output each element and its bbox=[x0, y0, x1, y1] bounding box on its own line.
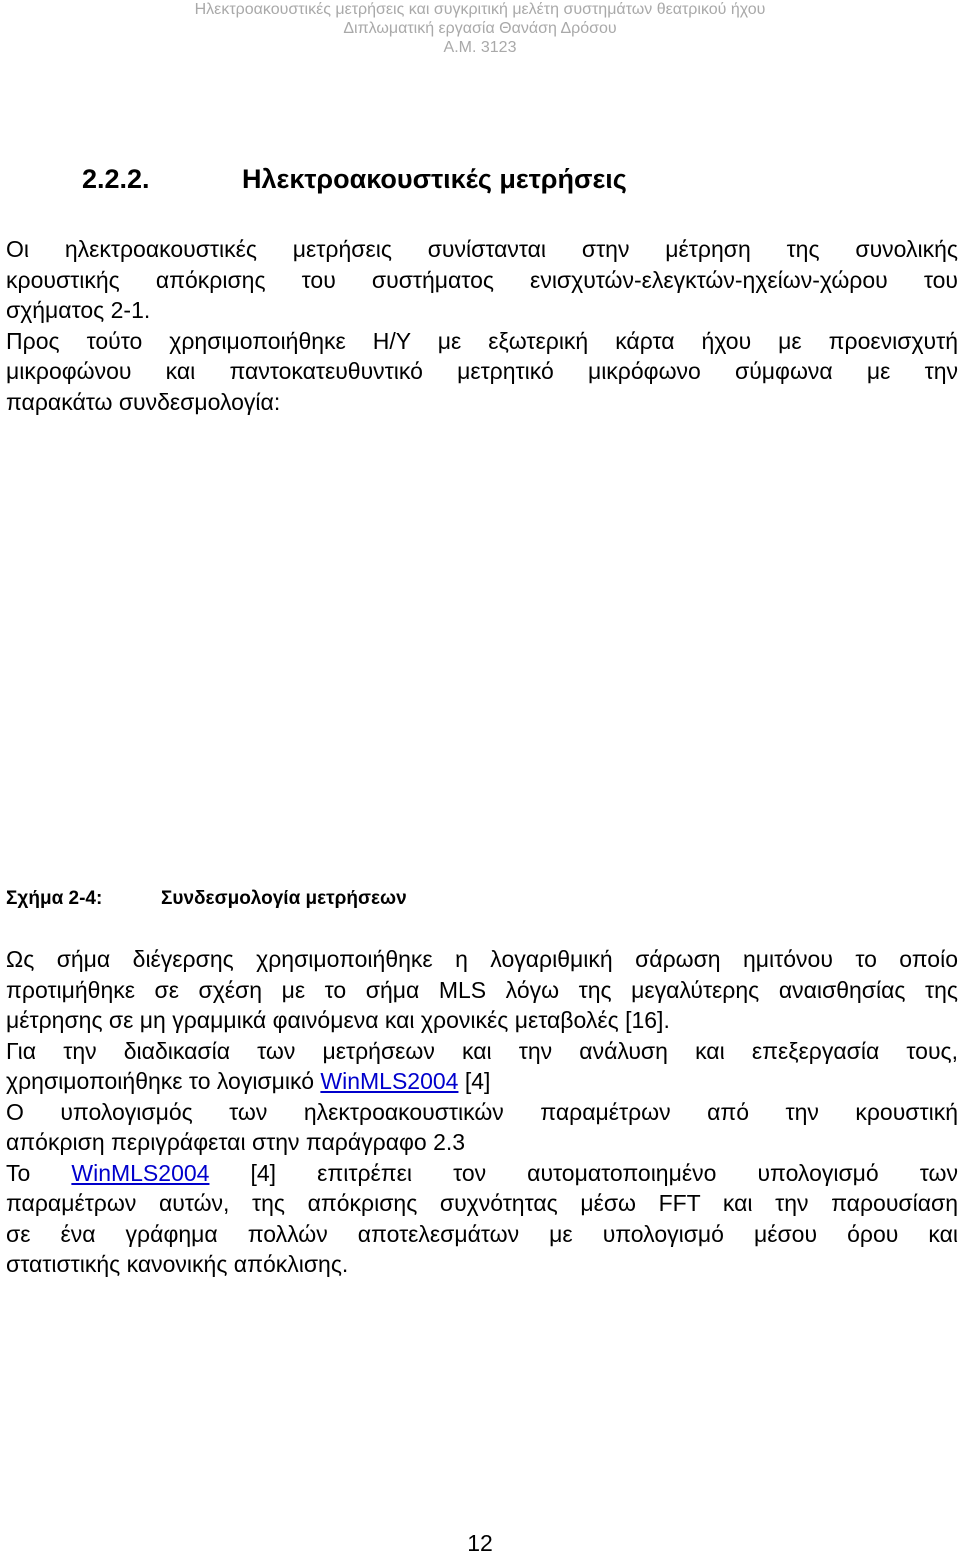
paragraph-text: Το bbox=[6, 1159, 72, 1186]
paragraph-line: Προς τούτο χρησιμοποιήθηκε Η/Υ με εξωτερική κάρτα ήχου με προενισχυτή bbox=[6, 327, 958, 354]
paragraph-line: μέτρησης σε μη γραμμικά φαινόμενα και χρονικές μεταβολές [16]. bbox=[6, 1007, 670, 1033]
header-id-line: Α.Μ. 3123 bbox=[443, 39, 517, 56]
paragraph-text: [4] επιτρέπει τον αυτοματοποιημένο υπολογισμό των bbox=[209, 1159, 958, 1186]
paragraph-line: Ως σήμα διέγερσης χρησιμοποιήθηκε η λογαριθμική σάρωση ημιτόνου το οποίο bbox=[6, 946, 958, 972]
page-number: 12 bbox=[467, 1530, 493, 1556]
header-title-line: Ηλεκτροακουστικές μετρήσεις και συγκριτική μελέτη συστημάτων θεατρικού ήχου bbox=[194, 1, 766, 18]
body-text bbox=[6, 944, 958, 1280]
paragraph-line: σε ένα γράφημα πολλών αποτελεσμάτων με υπολογισμό μέσου όρου και bbox=[6, 1220, 958, 1247]
figure-caption-text: Συνδεσμολογία μετρήσεων bbox=[161, 888, 407, 909]
intro-text bbox=[6, 234, 958, 417]
paragraph-line: Ο υπολογισμός των ηλεκτροακουστικών παραμέτρων από την κρουστική bbox=[6, 1098, 958, 1125]
paragraph-line bbox=[6, 1158, 958, 1189]
paragraph-text: [4] bbox=[458, 1068, 491, 1094]
running-header bbox=[0, 0, 960, 57]
figure-caption-label: Σχήμα 2-4: bbox=[6, 888, 103, 909]
section-heading bbox=[82, 164, 627, 195]
figure-placeholder bbox=[6, 420, 958, 865]
paragraph-line: στατιστικής κανονικής απόκλισης. bbox=[6, 1251, 349, 1277]
paragraph-line: προτιμήθηκε σε σχέση με το σήμα MLS λόγω της μεγαλύτερης αναισθησίας της bbox=[6, 976, 958, 1003]
paragraph-line bbox=[6, 1066, 958, 1097]
paragraph-line: παραμέτρων αυτών, της απόκρισης συχνότητας μέσω FFT και την παρουσίαση bbox=[6, 1190, 958, 1216]
figure-caption bbox=[6, 888, 407, 910]
section-title: Ηλεκτροακουστικές μετρήσεις bbox=[242, 164, 627, 194]
paragraph-line: απόκριση περιγράφεται στην παράγραφο 2.3 bbox=[6, 1129, 466, 1155]
paragraph-line: παρακάτω συνδεσμολογία: bbox=[6, 388, 281, 415]
section-number: 2.2.2. bbox=[82, 164, 150, 194]
header-author-line: Διπλωματική εργασία Θανάση Δρόσου bbox=[343, 20, 617, 37]
paragraph-line: κρουστικής απόκρισης του συστήματος ενισχυτών-ελεγκτών-ηχείων-χώρου του bbox=[6, 266, 958, 293]
winmls-link[interactable]: WinMLS2004 bbox=[320, 1068, 459, 1094]
paragraph-line: μικροφώνου και παντοκατευθυντικό μετρητικό μικρόφωνο σύμφωνα με την bbox=[6, 358, 958, 384]
paragraph-line: σχήματος 2-1. bbox=[6, 297, 151, 323]
paragraph-line: Για την διαδικασία των μετρήσεων και την ανάλυση και επεξεργασία τους, bbox=[6, 1037, 958, 1064]
paragraph-line: Οι ηλεκτροακουστικές μετρήσεις συνίστανται στην μέτρηση της συνολικής bbox=[6, 236, 958, 262]
winmls-link[interactable]: WinMLS2004 bbox=[71, 1159, 210, 1186]
paragraph-text: χρησιμοποιήθηκε το λογισμικό bbox=[6, 1068, 321, 1094]
